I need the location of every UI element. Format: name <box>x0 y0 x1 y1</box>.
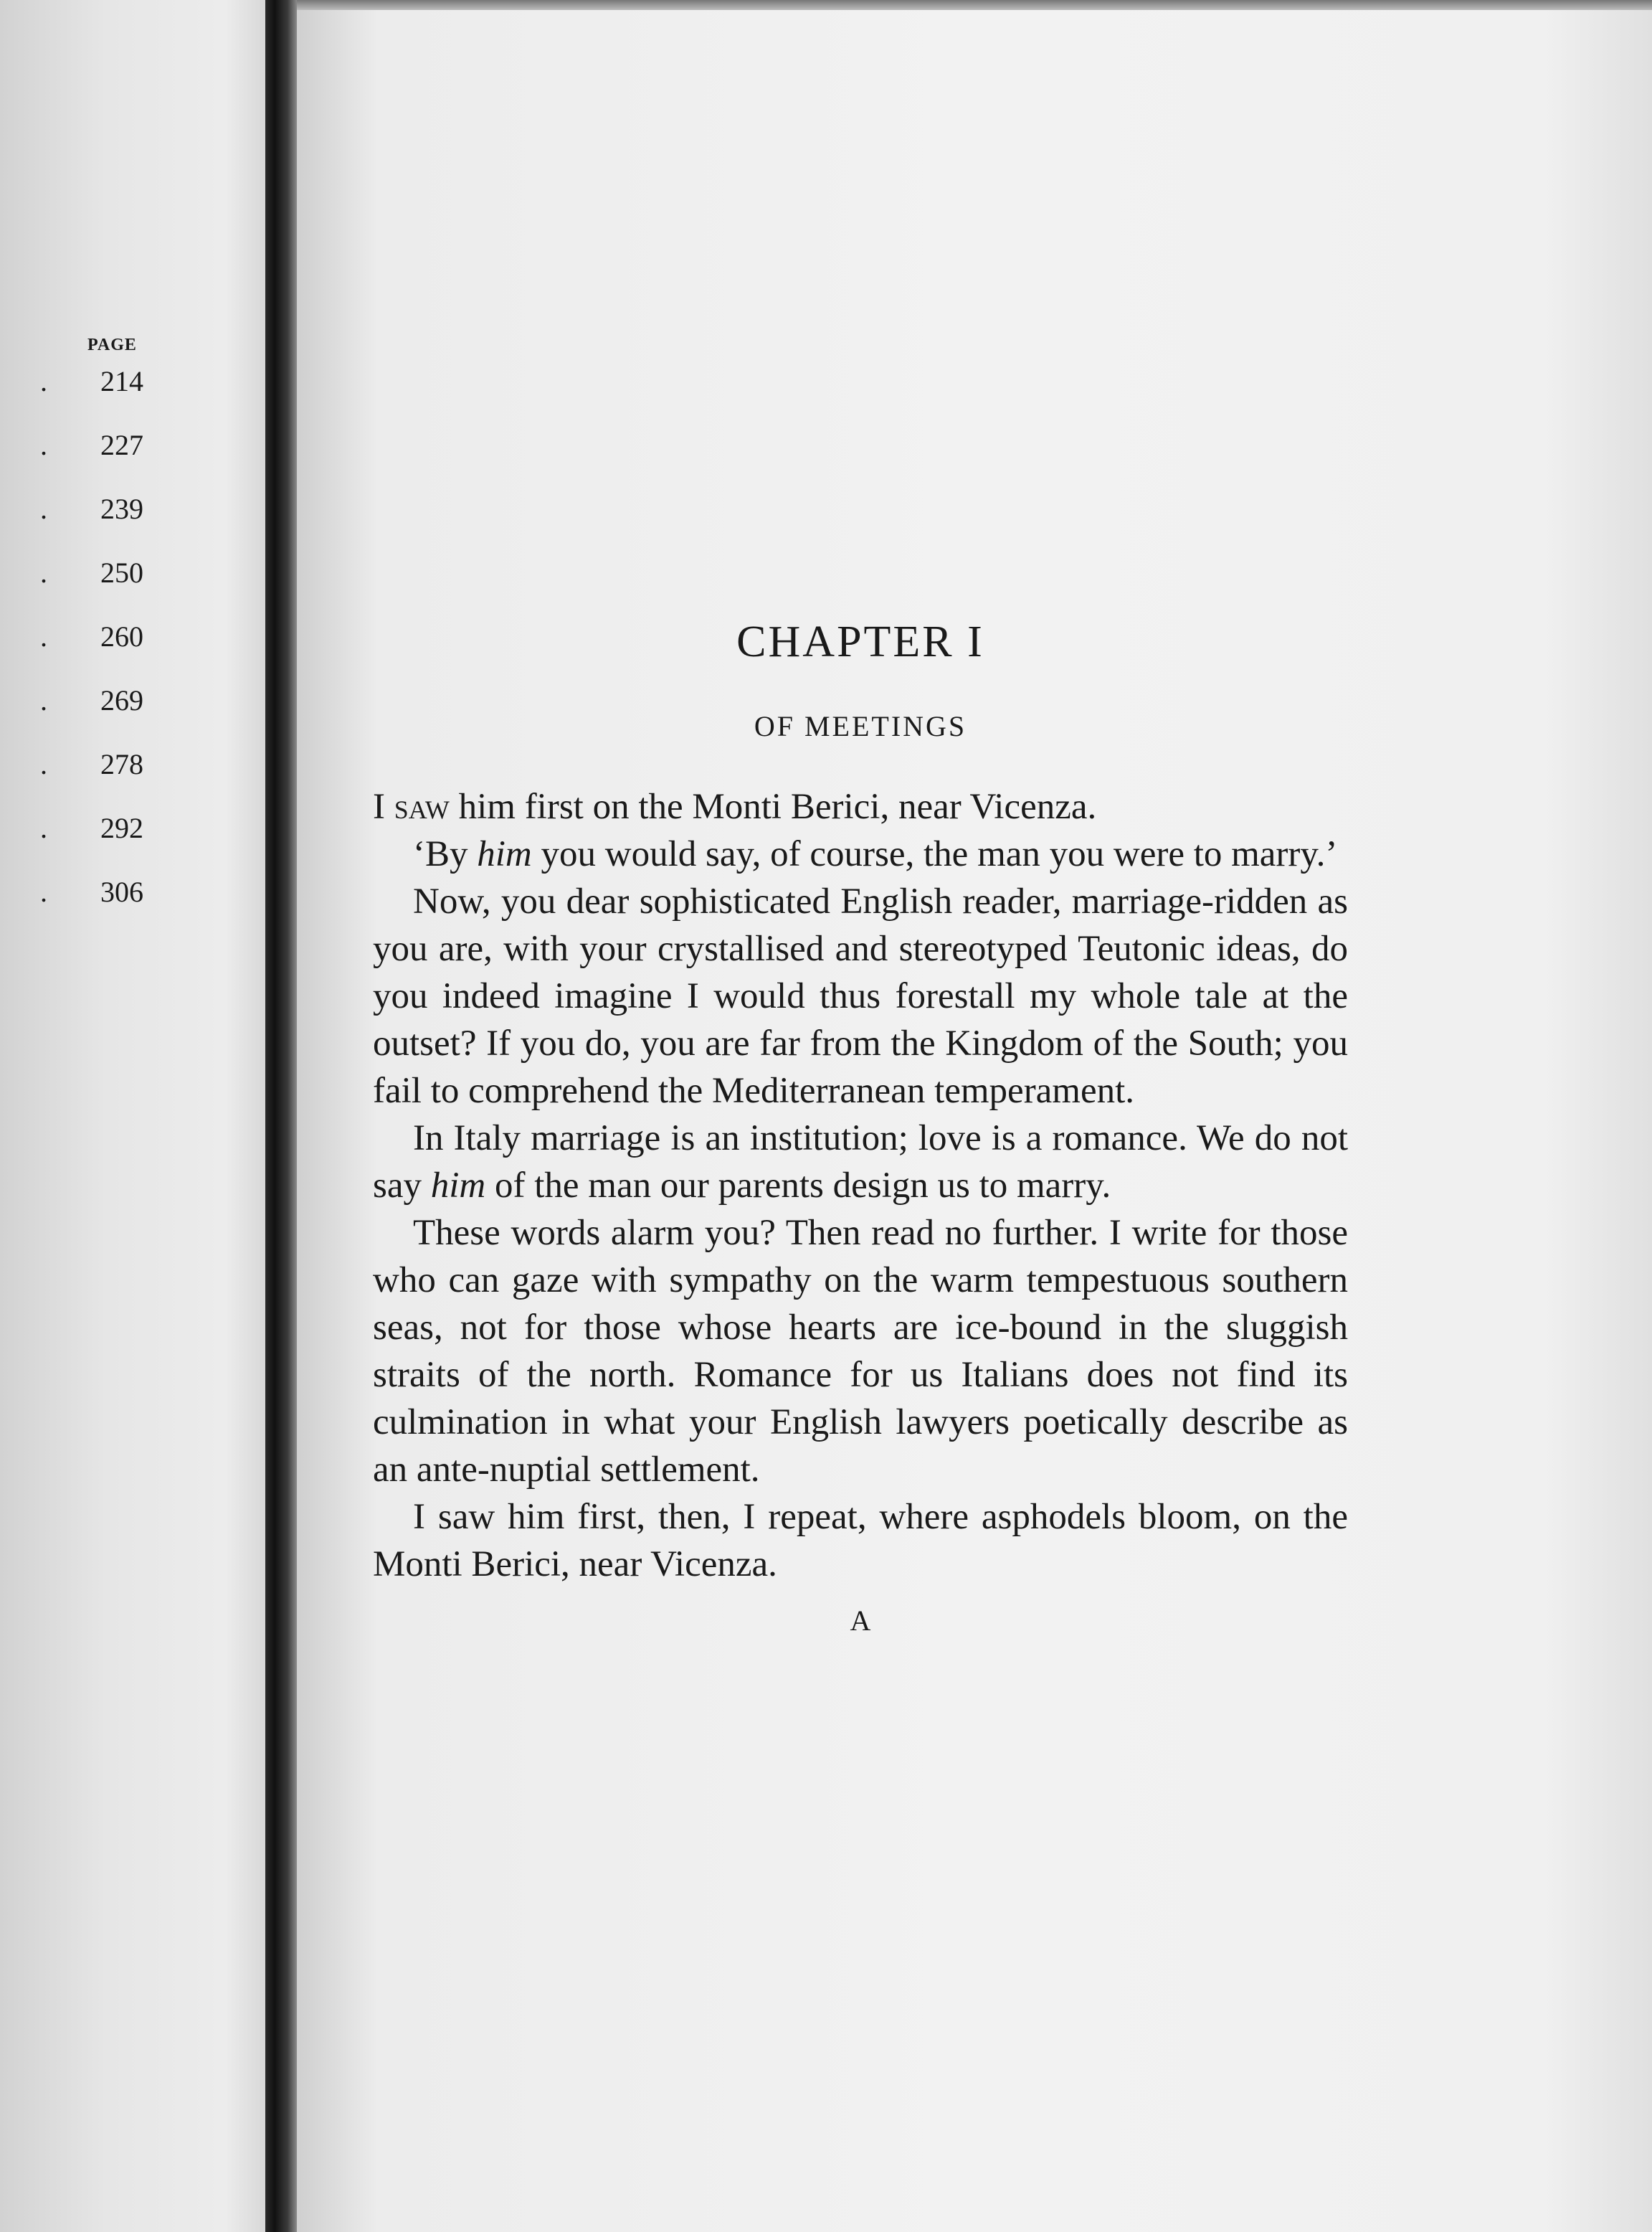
paragraph-text: of the man our parents design us to marry. <box>485 1165 1111 1206</box>
toc-row: . 260 <box>40 620 143 653</box>
book-gutter <box>265 0 297 2232</box>
toc-page-number: 260 <box>100 620 143 653</box>
lead-smallcaps: saw <box>394 787 450 827</box>
toc-row: . 306 <box>40 876 143 908</box>
toc-page-number: 278 <box>100 748 143 780</box>
paragraph <box>373 1115 1348 1209</box>
toc-page-number: 269 <box>100 684 143 717</box>
toc-page-number: 250 <box>100 557 143 589</box>
toc-row: . 214 <box>40 365 143 397</box>
paragraph: Now, you dear sophisticated English reader, marriage-ridden as you are, with your crystallised and stereotyped Teutonic ideas, do you indeed imagine I would thus forestall my whole tale at the outset? If you do, you are far from the Kingdom of the South; you fail to comprehend the Mediterranean temperament. <box>373 881 1348 1111</box>
lead-word: I <box>373 787 385 827</box>
paragraph <box>373 831 1348 878</box>
paragraph <box>373 783 1348 831</box>
chapter-title: CHAPTER I <box>736 618 984 666</box>
toc-row: . 278 <box>40 748 143 780</box>
italic-word: him <box>430 1165 486 1206</box>
toc-page-header: PAGE <box>87 336 137 354</box>
toc-page-number: 214 <box>100 365 143 397</box>
paragraph-text: ‘By <box>413 834 478 874</box>
chapter-subtitle: OF MEETINGS <box>754 710 967 742</box>
page-top-edge <box>297 0 1652 10</box>
toc-page-number: 306 <box>100 876 143 908</box>
toc-page-number: 227 <box>100 429 143 461</box>
paragraph: I saw him first, then, I repeat, where asphodels bloom, on the Monti Berici, near Vicenza. <box>373 1497 1348 1584</box>
previous-page <box>0 0 265 2232</box>
toc-row: . 292 <box>40 812 143 844</box>
toc-page-number: 239 <box>100 493 143 525</box>
paragraph-text: In Italy marriage is an institution; love is a romance. We do not say <box>373 1118 1348 1206</box>
toc-row: . 250 <box>40 557 143 589</box>
signature-mark: A <box>850 1604 871 1637</box>
toc-row: . 227 <box>40 429 143 461</box>
toc-page-list <box>40 364 219 939</box>
toc-row: . 239 <box>40 493 143 525</box>
paragraph: These words alarm you? Then read no further. I write for those who can gaze with sympathy on the warm tempestuous southern seas, not for those whose hearts are ice-bound in the sluggish straits of the north. Romance for us Italians does not find its culmination in what your English lawyers poetically describe as an ante-nuptial settlement. <box>373 1213 1348 1490</box>
toc-row: . 269 <box>40 684 143 717</box>
paragraph-text: you would say, of course, the man you were to marry.’ <box>531 834 1338 874</box>
chapter-content <box>373 617 1348 1637</box>
italic-word: him <box>477 834 532 874</box>
paragraph-text: him first on the Monti Berici, near Vicenza. <box>449 787 1097 827</box>
toc-page-number: 292 <box>100 812 143 844</box>
